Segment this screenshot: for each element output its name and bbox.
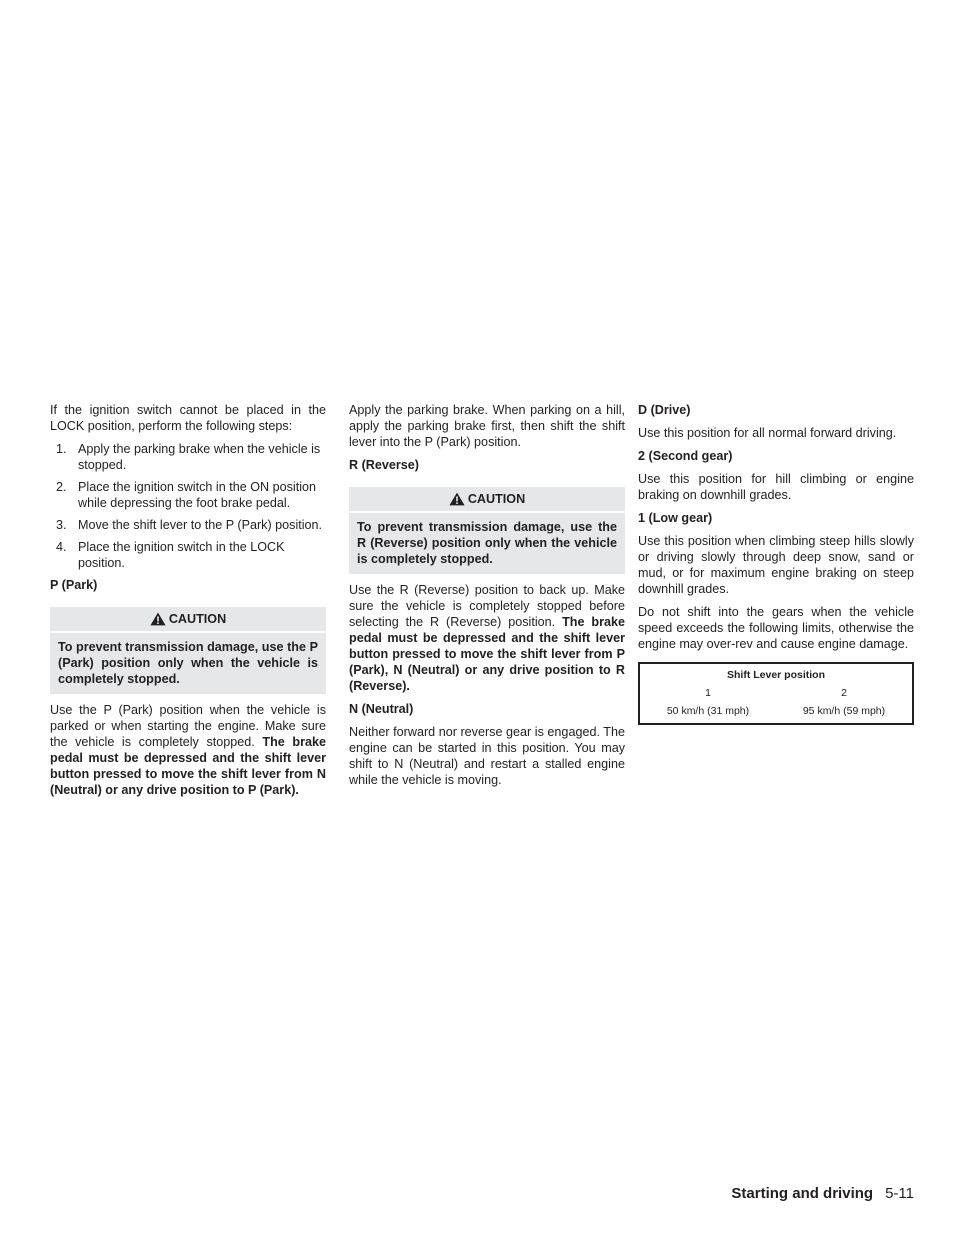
step-number: 3. — [56, 518, 67, 532]
step-item — [50, 539, 326, 571]
section-title: Starting and driving — [731, 1185, 874, 1202]
step-item — [50, 517, 326, 533]
step-item — [50, 479, 326, 511]
table-col-2-value: 95 km/h (59 mph) — [802, 705, 886, 717]
step-text: Place the ignition switch in the ON position while depressing the foot brake pedal. — [78, 480, 317, 510]
table-col-1-value: 50 km/h (31 mph) — [666, 705, 750, 717]
caution-label: CAUTION — [467, 492, 526, 506]
page-number: 5-11 — [885, 1185, 914, 1202]
steps-list — [50, 441, 326, 571]
step-number: 2. — [56, 480, 67, 494]
step-number: 4. — [56, 540, 67, 554]
caution-box-park — [50, 607, 326, 694]
neutral-heading: N (Neutral) — [349, 702, 414, 716]
step-number: 1. — [56, 442, 67, 456]
parking-paragraph: Apply the parking brake. When parking on a hill, apply the parking brake first, then shift the shift lever into the P (Park) position. — [349, 403, 625, 449]
low-gear-paragraph: Use this position when climbing steep hills slowly or driving slowly through deep snow, sand or mud, or for maximum engine braking on steep downhill grades. — [638, 534, 914, 596]
step-item — [50, 441, 326, 473]
caution-text: To prevent transmission damage, use the P (Park) position only when the vehicle is completely stopped. — [50, 631, 326, 694]
shift-lever-table — [638, 662, 914, 725]
table-title: Shift Lever position — [726, 669, 825, 681]
reverse-paragraph — [349, 582, 625, 694]
caution-text: To prevent transmission damage, use the R (Reverse) position only when the vehicle is completely stopped. — [349, 511, 625, 574]
park-bold-text: The brake pedal must be depressed and the shift lever button pressed to move the shift lever from N (Neutral) or any drive position to P (Park). — [50, 735, 327, 797]
column-middle — [349, 402, 625, 795]
step-text: Place the ignition switch in the LOCK position. — [78, 540, 285, 570]
caution-label: CAUTION — [168, 612, 227, 626]
column-left — [50, 402, 326, 805]
page-footer — [731, 1185, 914, 1202]
reverse-heading: R (Reverse) — [349, 458, 419, 472]
low-gear-heading: 1 (Low gear) — [638, 511, 713, 525]
step-text: Apply the parking brake when the vehicle is stopped. — [78, 442, 321, 472]
caution-header — [349, 487, 625, 511]
warning-triangle-icon — [150, 612, 166, 626]
second-gear-heading: 2 (Second gear) — [638, 449, 733, 463]
warning-triangle-icon — [449, 492, 465, 506]
step-text: Move the shift lever to the P (Park) position. — [78, 518, 323, 532]
caution-box-reverse — [349, 487, 625, 574]
column-right — [638, 402, 914, 725]
drive-heading: D (Drive) — [638, 403, 691, 417]
park-text: Use the P (Park) position when the vehicle is parked or when starting the engine. Make sure the vehicle is completely stopped. — [50, 703, 326, 749]
neutral-paragraph: Neither forward nor reverse gear is engaged. The engine can be started in this position. You may shift to N (Neutral) and restart a stalled engine while the vehicle is moving. — [349, 725, 625, 787]
reverse-bold-text: The brake pedal must be depressed and the shift lever button pressed to move the shift lever from P (Park), N (Neutral) or any drive position to R (Reverse). — [349, 615, 626, 693]
table-col-1-label: 1 — [705, 687, 711, 699]
park-paragraph — [50, 702, 326, 798]
table-col-2-label: 2 — [841, 687, 847, 699]
caution-header — [50, 607, 326, 631]
park-heading: P (Park) — [50, 578, 98, 592]
second-gear-paragraph: Use this position for hill climbing or engine braking on downhill grades. — [638, 472, 914, 502]
speed-warning-paragraph: Do not shift into the gears when the vehicle speed exceeds the following limits, otherwise the engine may over-rev and cause engine damage. — [638, 605, 914, 651]
intro-paragraph: If the ignition switch cannot be placed in the LOCK position, perform the following steps: — [50, 403, 326, 433]
drive-paragraph: Use this position for all normal forward driving. — [638, 426, 897, 440]
reverse-text: Use the R (Reverse) position to back up. Make sure the vehicle is completely stopped before selecting the R (Reverse) position. — [349, 583, 625, 629]
